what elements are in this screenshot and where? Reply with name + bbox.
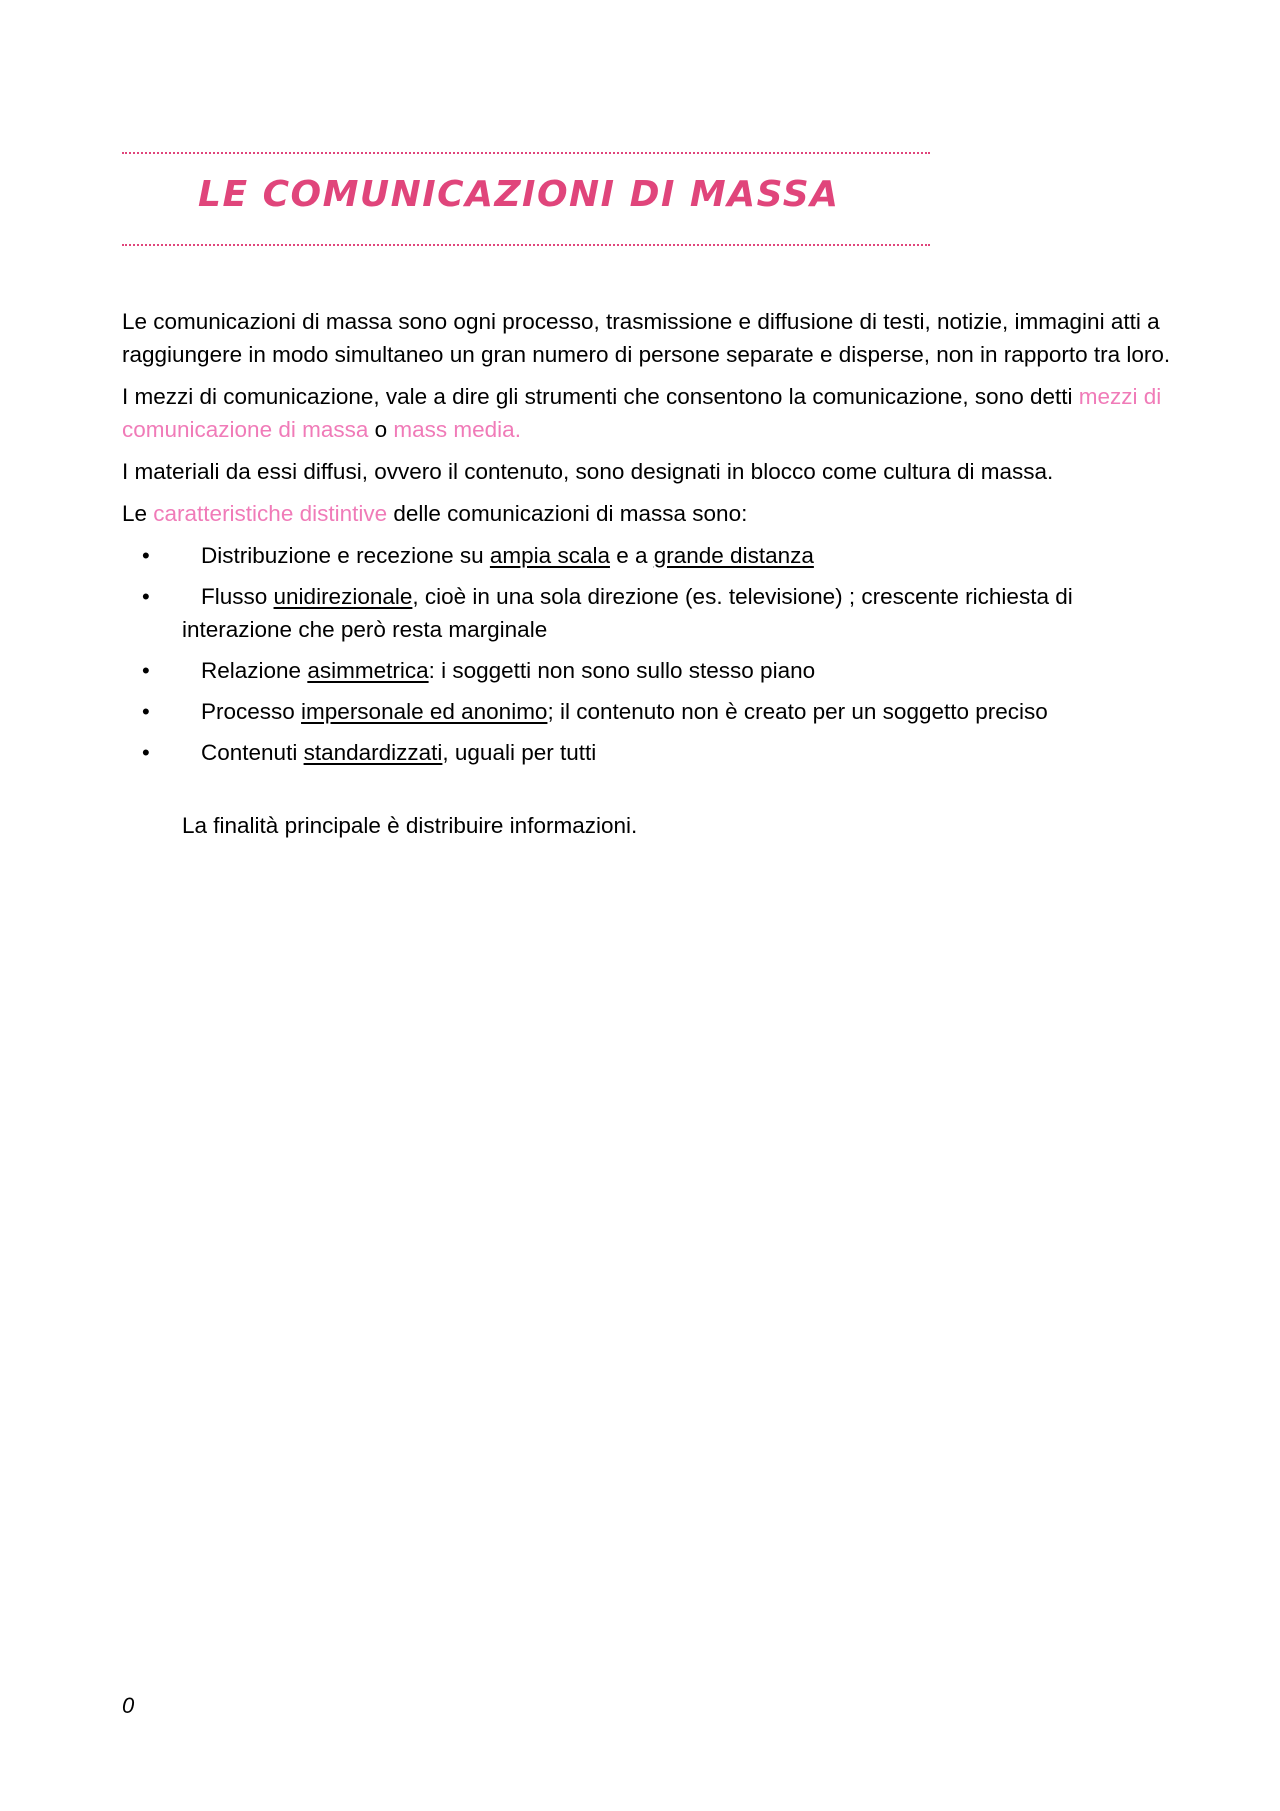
list-item: • Relazione asimmetrica: i soggetti non sono sullo stesso piano [122, 654, 1172, 687]
underlined-term: unidirezionale [273, 584, 413, 609]
list-item: • Flusso unidirezionale, cioè in una sola direzione (es. televisione) ; crescente richiesta di interazione che però resta marginale [122, 580, 1172, 646]
highlight-distinctive-features: caratteristiche distintive [153, 501, 388, 526]
bullet-icon: • [142, 658, 150, 683]
document-body [122, 305, 1172, 851]
title-top-divider [122, 152, 930, 154]
highlight-mass-media: mass media. [393, 417, 521, 442]
paragraph-features-intro-start: Le [122, 501, 154, 526]
title-bottom-divider [122, 244, 930, 246]
bullet-icon: • [142, 699, 150, 724]
highlight-mass-communication-means: mezzi di comunicazione di massa [122, 384, 1162, 442]
list-item: • Distribuzione e recezione su ampia scala e a grande distanza [122, 539, 1172, 572]
underlined-term: grande distanza [653, 543, 814, 568]
paragraph-features-intro-end: delle comunicazioni di massa sono: [387, 501, 748, 526]
paragraph-definition: Le comunicazioni di massa sono ogni processo, trasmissione e diffusione di testi, notizie, immagini atti a raggiungere in modo simultaneo un gran numero di persone separate e disperse, non in rapporto tra loro. [122, 309, 1171, 367]
paragraph-means-connector: o [368, 417, 394, 442]
paragraph-means [122, 380, 1172, 446]
bullet-icon: • [142, 584, 150, 609]
bullet-icon: • [142, 740, 150, 765]
list-item: • Processo impersonale ed anonimo; il contenuto non è creato per un soggetto preciso [122, 695, 1172, 728]
page-title: LE COMUNICAZIONI DI MASSA [198, 174, 840, 215]
paragraph-features-intro [122, 497, 1172, 530]
paragraph-means-text: I mezzi di comunicazione, vale a dire gli strumenti che consentono la comunicazione, sono detti [122, 384, 1079, 409]
underlined-term: asimmetrica [307, 658, 429, 683]
underlined-term: ampia scala [489, 543, 610, 568]
list-item: • Contenuti standardizzati, uguali per tutti [122, 736, 1172, 769]
page-number: 0 [122, 1693, 135, 1718]
underlined-term: standardizzati [303, 740, 443, 765]
features-list [122, 539, 1172, 769]
bullet-icon: • [142, 543, 150, 568]
paragraph-content: I materiali da essi diffusi, ovvero il contenuto, sono designati in blocco come cultura di massa. [122, 459, 1054, 484]
underlined-term: impersonale ed anonimo [301, 699, 548, 724]
paragraph-conclusion: La finalità principale è distribuire informazioni. [182, 813, 638, 838]
